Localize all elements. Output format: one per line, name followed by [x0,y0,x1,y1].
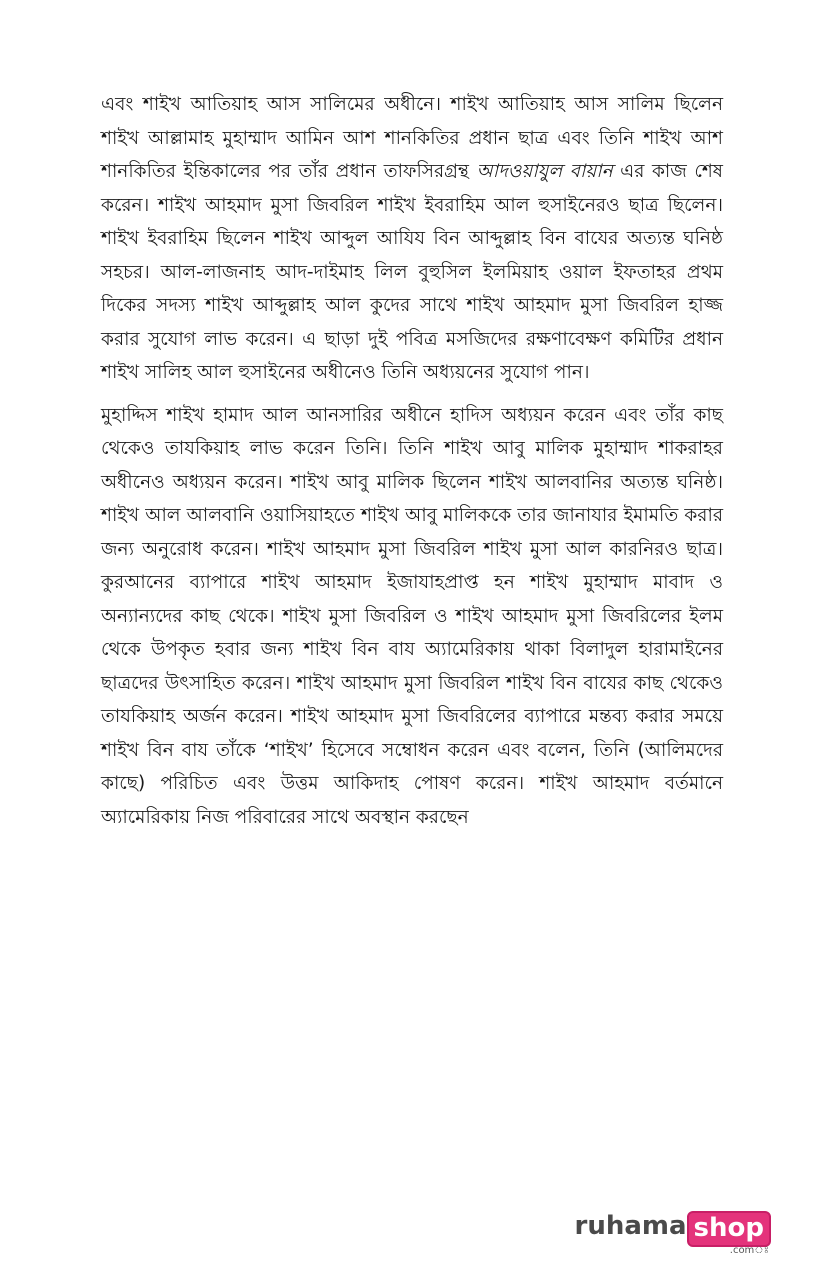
paragraph-1 [101,88,723,390]
watermark-brand: ruhama [574,1211,687,1241]
book-title: আদওয়াযুল বায়ান [476,161,613,182]
watermark-domain: .comঃ [729,1245,769,1256]
ruhamashop-watermark [574,1211,772,1256]
watermark-shop-badge: shop [687,1211,771,1247]
paragraph-1-text: এবং শাইখ আতিয়াহ আস সালিমের অধীনে। শাইখ আতিয়াহ আস সালিম ছিলেন শাইখ আল্লামাহ মুহাম্মাদ আমিন আশ শানকিতির প্রধান ছাত্র এবং তিনি শাইখ আশ শানকিতির ইন্তিকালের পর তাঁর প্রধান তাফসিরগ্রন্থ [101,94,723,182]
page-body [101,88,723,834]
paragraph-1-text-cont: এর কাজ শেষ করেন। শাইখ আহমাদ মুসা জিবরিল শাইখ ইবরাহিম আল হুসাইনেরও ছাত্র ছিলেন। শাইখ ইবরাহিম ছিলেন শাইখ আব্দুল আযিয বিন আব্দুল্লাহ বিন বাযের অত্যন্ত ঘনিষ্ঠ সহচর। আল-লাজনাহ আদ-দাইমাহ লিল বুহুসিল ইলমিয়াহ ওয়াল ইফতাহর প্রথম দিকের সদস্য শাইখ আব্দুল্লাহ আল কুদের সাথে শাইখ আহমাদ মুসা জিবরিল হাজ্জ করার সুযোগ লাভ করেন। এ ছাড়া দুই পবিত্র মসজিদের রক্ষণাবেক্ষণ কমিটির প্রধান শাইখ সালিহ আল হুসাইনের অধীনেও তিনি অধ্যয়নের সুযোগ পান। [101,161,723,383]
paragraph-2: মুহাদ্দিস শাইখ হামাদ আল আনসারির অধীনে হাদিস অধ্যয়ন করেন এবং তাঁর কাছ থেকেও তাযকিয়াহ লাভ করেন তিনি। তিনি শাইখ আবু মালিক মুহাম্মাদ শাকরাহর অধীনেও অধ্যয়ন করেন। শাইখ আবু মালিক ছিলেন শাইখ আলবানির অত্যন্ত ঘনিষ্ঠ। শাইখ আল আলবানি ওয়াসিয়াহতে শাইখ আবু মালিককে তার জানাযার ইমামতি করার জন্য অনুরোধ করেন। শাইখ আহমাদ মুসা জিবরিল শাইখ মুসা আল কারনিরও ছাত্র। কুরআনের ব্যাপারে শাইখ আহমাদ ইজাযাহপ্রাপ্ত হন শাইখ মুহাম্মাদ মাবাদ ও অন্যান্যদের কাছ থেকে। শাইখ মুসা জিবরিল ও শাইখ আহমাদ মুসা জিবরিলের ইলম থেকে উপকৃত হবার জন্য শাইখ বিন বায অ্যামেরিকায় থাকা বিলাদুল হারামাইনের ছাত্রদের উৎসাহিত করেন। শাইখ আহমাদ মুসা জিবরিল শাইখ বিন বাযের কাছ থেকেও তাযকিয়াহ অর্জন করেন। শাইখ আহমাদ মুসা জিবরিলের ব্যাপারে মন্তব্য করার সময়ে শাইখ বিন বায তাঁকে ‘শাইখ’ হিসেবে সম্বোধন করেন এবং বলেন, তিনি (আলিমদের কাছে) পরিচিত এবং উত্তম আকিদাহ পোষণ করেন। শাইখ আহমাদ বর্তমানে অ্যামেরিকায় নিজ পরিবারের সাথে অবস্থান করছেন [101,404,723,828]
